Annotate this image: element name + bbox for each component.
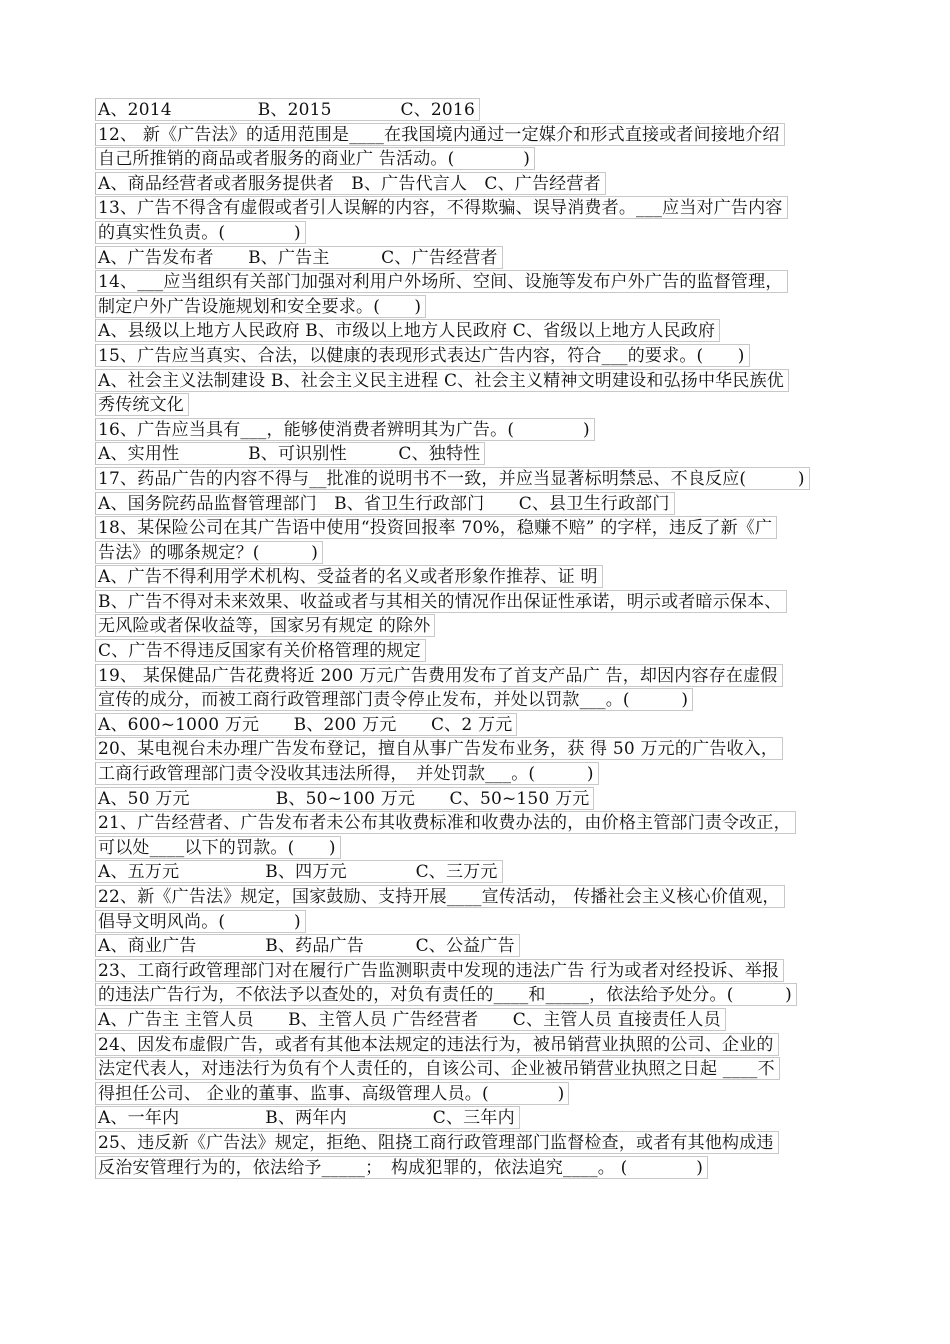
text-line xyxy=(95,295,855,320)
line-text: 制定户外广告设施规划和安全要求。( ) xyxy=(95,295,426,318)
line-text: 15、广告应当真实、合法，以健康的表现形式表达广告内容，符合___的要求。( ) xyxy=(95,344,750,367)
text-line xyxy=(95,418,855,443)
line-text: 秀传统文化 xyxy=(95,393,189,416)
line-text: A、50 万元 B、50~100 万元 C、50~150 万元 xyxy=(95,787,594,810)
text-line xyxy=(95,1057,855,1082)
line-text: A、国务院药品监督管理部门 B、省卫生行政部门 C、县卫生行政部门 xyxy=(95,492,675,515)
line-text: B、广告不得对未来效果、收益或者与其相关的情况作出保证性承诺，明示或者暗示保本、 xyxy=(95,590,787,613)
line-text: A、2014 B、2015 C、2016 xyxy=(95,98,480,121)
line-text: A、五万元 B、四万元 C、三万元 xyxy=(95,860,503,883)
text-line xyxy=(95,910,855,935)
text-line xyxy=(95,836,855,861)
line-text: C、广告不得违反国家有关价格管理的规定 xyxy=(95,639,426,662)
text-line xyxy=(95,1131,855,1156)
text-line xyxy=(95,270,855,295)
text-line xyxy=(95,344,855,369)
text-line xyxy=(95,885,855,910)
line-text: A、一年内 B、两年内 C、三年内 xyxy=(95,1106,520,1129)
line-text: A、实用性 B、可识别性 C、独特性 xyxy=(95,442,485,465)
line-text: 反治安管理行为的，依法给予_____； 构成犯罪的，依法追究____。 ( ) xyxy=(95,1156,708,1179)
text-line xyxy=(95,1008,855,1033)
text-line xyxy=(95,221,855,246)
line-text: 自己所推销的商品或者服务的商业广 告活动。( ) xyxy=(95,147,535,170)
line-text: 25、违反新《广告法》规定，拒绝、阻挠工商行政管理部门监督检查，或者有其他构成违 xyxy=(95,1131,779,1154)
text-line xyxy=(95,172,855,197)
text-line xyxy=(95,123,855,148)
text-line xyxy=(95,737,855,762)
line-text: 18、某保险公司在其广告语中使用“投资回报率 70%，稳赚不赔” 的字样，违反了新《广 xyxy=(95,516,777,539)
text-line xyxy=(95,959,855,984)
text-line xyxy=(95,369,855,394)
text-line xyxy=(95,319,855,344)
line-text: 24、因发布虚假广告，或者有其他本法规定的违法行为，被吊销营业执照的公司、企业的 xyxy=(95,1033,779,1056)
text-line xyxy=(95,934,855,959)
line-text: A、广告不得利用学术机构、受益者的名义或者形象作推荐、证 明 xyxy=(95,565,603,588)
text-line xyxy=(95,246,855,271)
text-line xyxy=(95,492,855,517)
line-text: 的违法广告行为，不依法予以查处的，对负有责任的____和_____，依法给予处分。( ) xyxy=(95,983,797,1006)
line-text: A、商品经营者或者服务提供者 B、广告代言人 C、广告经营者 xyxy=(95,172,606,195)
line-text: 13、广告不得含有虚假或者引人误解的内容，不得欺骗、误导消费者。___应当对广告内容 xyxy=(95,196,788,219)
text-line xyxy=(95,147,855,172)
line-text: A、县级以上地方人民政府 B、市级以上地方人民政府 C、省级以上地方人民政府 xyxy=(95,319,720,342)
line-text: 22、新《广告法》规定，国家鼓励、支持开展____宣传活动， 传播社会主义核心价值观， xyxy=(95,885,785,908)
line-text: A、广告发布者 B、广告主 C、广告经营者 xyxy=(95,246,503,269)
text-line xyxy=(95,516,855,541)
line-text: 工商行政管理部门责令没收其违法所得， 并处罚款___。( ) xyxy=(95,762,599,785)
text-line xyxy=(95,590,855,615)
line-text: 17、药品广告的内容不得与__批准的说明书不一致，并应当显著标明禁忌、不良反应( ) xyxy=(95,467,810,490)
text-line xyxy=(95,541,855,566)
text-line xyxy=(95,442,855,467)
text-line xyxy=(95,639,855,664)
text-line xyxy=(95,713,855,738)
text-line xyxy=(95,1033,855,1058)
line-text: 倡导文明风尚。( ) xyxy=(95,910,306,933)
text-line xyxy=(95,467,855,492)
text-line xyxy=(95,860,855,885)
line-text: 宣传的成分，而被工商行政管理部门责令停止发布，并处以罚款___。( ) xyxy=(95,688,693,711)
text-line xyxy=(95,688,855,713)
text-line xyxy=(95,565,855,590)
line-text: 19、 某保健品广告花费将近 200 万元广告费用发布了首支产品广 告，却因内容存在虚假 xyxy=(95,664,783,687)
line-text: A、社会主义法制建设 B、社会主义民主进程 C、社会主义精神文明建设和弘扬中华民族优 xyxy=(95,369,789,392)
text-line xyxy=(95,1106,855,1131)
text-line xyxy=(95,762,855,787)
line-text: 23、工商行政管理部门对在履行广告监测职责中发现的违法广告 行为或者对经投诉、举报 xyxy=(95,959,784,982)
line-text: 21、广告经营者、广告发布者未公布其收费标准和收费办法的，由价格主管部门责令改正， xyxy=(95,811,796,834)
text-line xyxy=(95,614,855,639)
text-line xyxy=(95,811,855,836)
line-text: 无风险或者保收益等，国家另有规定 的除外 xyxy=(95,614,435,637)
document-page xyxy=(95,98,855,1180)
line-text: 的真实性负责。( ) xyxy=(95,221,306,244)
text-line xyxy=(95,1082,855,1107)
line-text: 16、广告应当具有___，能够使消费者辨明其为广告。( ) xyxy=(95,418,595,441)
text-line xyxy=(95,393,855,418)
text-line xyxy=(95,664,855,689)
text-line xyxy=(95,983,855,1008)
line-text: A、商业广告 B、药品广告 C、公益广告 xyxy=(95,934,520,957)
text-line xyxy=(95,98,855,123)
line-text: 20、某电视台未办理广告发布登记，擅自从事广告发布业务，获 得 50 万元的广告收入， xyxy=(95,737,783,760)
text-line xyxy=(95,787,855,812)
line-text: 法定代表人，对违法行为负有个人责任的，自该公司、企业被吊销营业执照之日起 ____不 xyxy=(95,1057,780,1080)
line-text: 12、 新《广告法》的适用范围是____在我国境内通过一定媒介和形式直接或者间接地介绍 xyxy=(95,123,785,146)
line-text: 得担任公司、 企业的董事、监事、高级管理人员。( ) xyxy=(95,1082,569,1105)
text-line xyxy=(95,196,855,221)
line-text: 可以处____以下的罚款。( ) xyxy=(95,836,341,859)
text-line xyxy=(95,1156,855,1181)
line-text: A、600~1000 万元 B、200 万元 C、2 万元 xyxy=(95,713,517,736)
line-text: A、广告主 主管人员 B、主管人员 广告经营者 C、主管人员 直接责任人员 xyxy=(95,1008,726,1031)
line-text: 告法》的哪条规定？( ) xyxy=(95,541,323,564)
line-text: 14、___应当组织有关部门加强对利用户外场所、空间、设施等发布户外广告的监督管理， xyxy=(95,270,788,293)
